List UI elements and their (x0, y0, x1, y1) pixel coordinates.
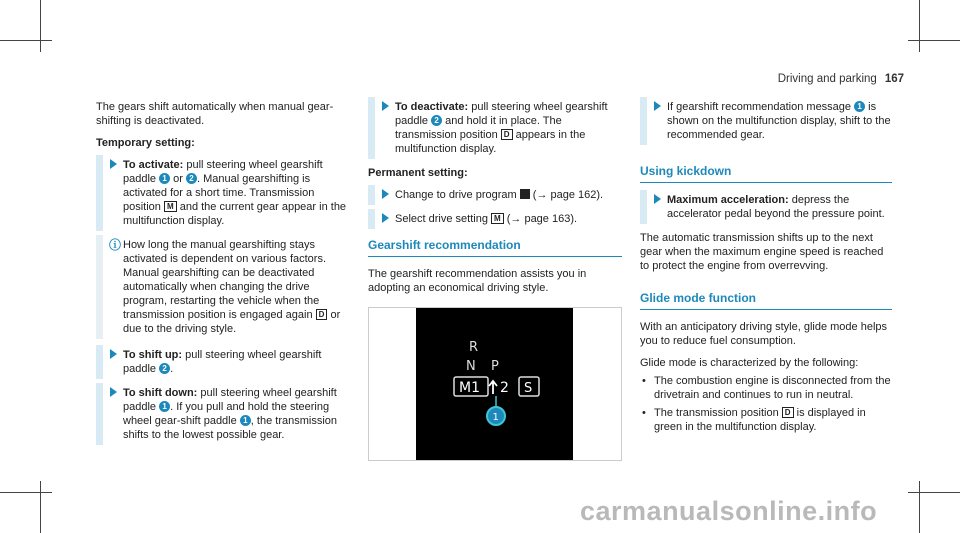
step-max-acceleration: Maximum acceleration: depress the accelerator pedal beyond the pressure point. (640, 193, 892, 221)
callout-2-icon: 2 (159, 363, 170, 374)
callout-1-icon: 1 (159, 173, 170, 184)
manual-m-icon: M (491, 213, 504, 224)
gear-n: N (466, 359, 476, 374)
glide-text: With an anticipatory driving style, glide mode helps you to reduce fuel consumption. (640, 321, 888, 347)
crop-mark (908, 492, 960, 493)
bullet-item: • The combustion engine is disconnected from the drivetrain and continues to run in neutral. (640, 374, 892, 402)
multifunction-display-image (416, 308, 573, 460)
step-shift-down: To shift down: pull steering wheel gearshift paddle 1 . If you pull and hold the steering wheel gear-shift paddle 1 , the transmission shifts to the lowest possible gear. (96, 386, 348, 442)
arrow-icon (654, 101, 661, 111)
gear-m1: M1 (459, 380, 480, 396)
kickdown-text: The automatic transmission shifts up to the next gear when the maximum engine speed is reached to protect the engine from overrevving. (640, 232, 884, 272)
info-note: ⓘ How long the manual gearshifting stays activated is dependent on various factors. Manual gearshifting can be deactivated automatically when changing the drive program, restarting the vehicle when the transmission position is engaged again D or due to the driving style. (96, 238, 348, 336)
arrow-icon (110, 349, 117, 359)
page-header (778, 73, 904, 85)
intro-text: The gears shift automatically when manual gear-shifting is deactivated. (96, 101, 334, 127)
temporary-heading: Temporary setting: (96, 137, 195, 149)
arrow-icon (654, 194, 661, 204)
crop-mark (0, 492, 52, 493)
drive-d-icon: D (782, 407, 794, 418)
crop-mark (908, 40, 960, 41)
info-icon: ⓘ (109, 238, 122, 252)
recommended-gear: 2 (500, 380, 509, 396)
gear-p: P (491, 359, 499, 374)
gear-r: R (469, 340, 479, 355)
watermark: carmanualsonline.info (580, 496, 878, 526)
section-glide-mode: Glide mode function (640, 291, 892, 310)
crop-mark (40, 0, 41, 52)
drive-program-icon (520, 189, 530, 199)
manual-m-icon: M (164, 201, 177, 212)
display-graphic (416, 308, 573, 460)
section-gearshift-recommendation: Gearshift recommendation (368, 238, 622, 257)
glide-characterized-text: Glide mode is characterized by the following: (640, 357, 859, 369)
mode-s: S (524, 381, 533, 396)
drive-d-icon: D (316, 309, 328, 320)
display-figure (368, 307, 622, 461)
crop-mark (919, 481, 920, 533)
callout-2-icon: 2 (186, 173, 197, 184)
crop-mark (919, 0, 920, 52)
callout-1-icon: 1 (854, 101, 865, 112)
page-number: 167 (884, 73, 904, 85)
callout-1-icon: 1 (240, 415, 251, 426)
upshift-arrow-icon (489, 381, 497, 394)
arrow-icon (382, 101, 389, 111)
middle-column (368, 100, 622, 461)
callout-number: 1 (492, 412, 499, 423)
callout-2-icon: 2 (431, 115, 442, 126)
crop-mark (40, 481, 41, 533)
step-shift-recommended: If gearshift recommendation message 1 is shown on the multifunction display, shift to the recommended gear. (640, 100, 892, 142)
recommendation-text: The gearshift recommendation assists you in adopting an economical driving style. (368, 268, 587, 294)
section-title: Driving and parking (777, 73, 877, 85)
bullet-item: • The transmission position D is displayed in green in the multifunction display. (640, 406, 892, 434)
step-drive-program: Change to drive program (→ page 162). (368, 188, 622, 202)
arrow-icon (382, 213, 389, 223)
step-deactivate: To deactivate: pull steering wheel gearshift paddle 2 and hold it in place. The transmission position D appears in the multifunction display. (368, 100, 622, 156)
arrow-icon (110, 159, 117, 169)
callout-1-icon: 1 (159, 401, 170, 412)
crop-mark (0, 40, 52, 41)
step-drive-setting: Select drive setting M (→ page 163). (368, 212, 622, 226)
drive-d-icon: D (501, 129, 513, 140)
permanent-heading: Permanent setting: (368, 167, 468, 179)
section-kickdown: Using kickdown (640, 164, 892, 183)
arrow-icon (382, 189, 389, 199)
left-column (96, 100, 348, 452)
arrow-icon (110, 387, 117, 397)
right-column (640, 100, 892, 438)
step-activate: To activate: pull steering wheel gearshift paddle 1 or 2 . Manual gearshifting is activated for a short time. Transmission position M and the current gear appear in the multifunction display. (96, 158, 348, 228)
step-shift-up: To shift up: pull steering wheel gearshift paddle 2 . (96, 348, 348, 376)
